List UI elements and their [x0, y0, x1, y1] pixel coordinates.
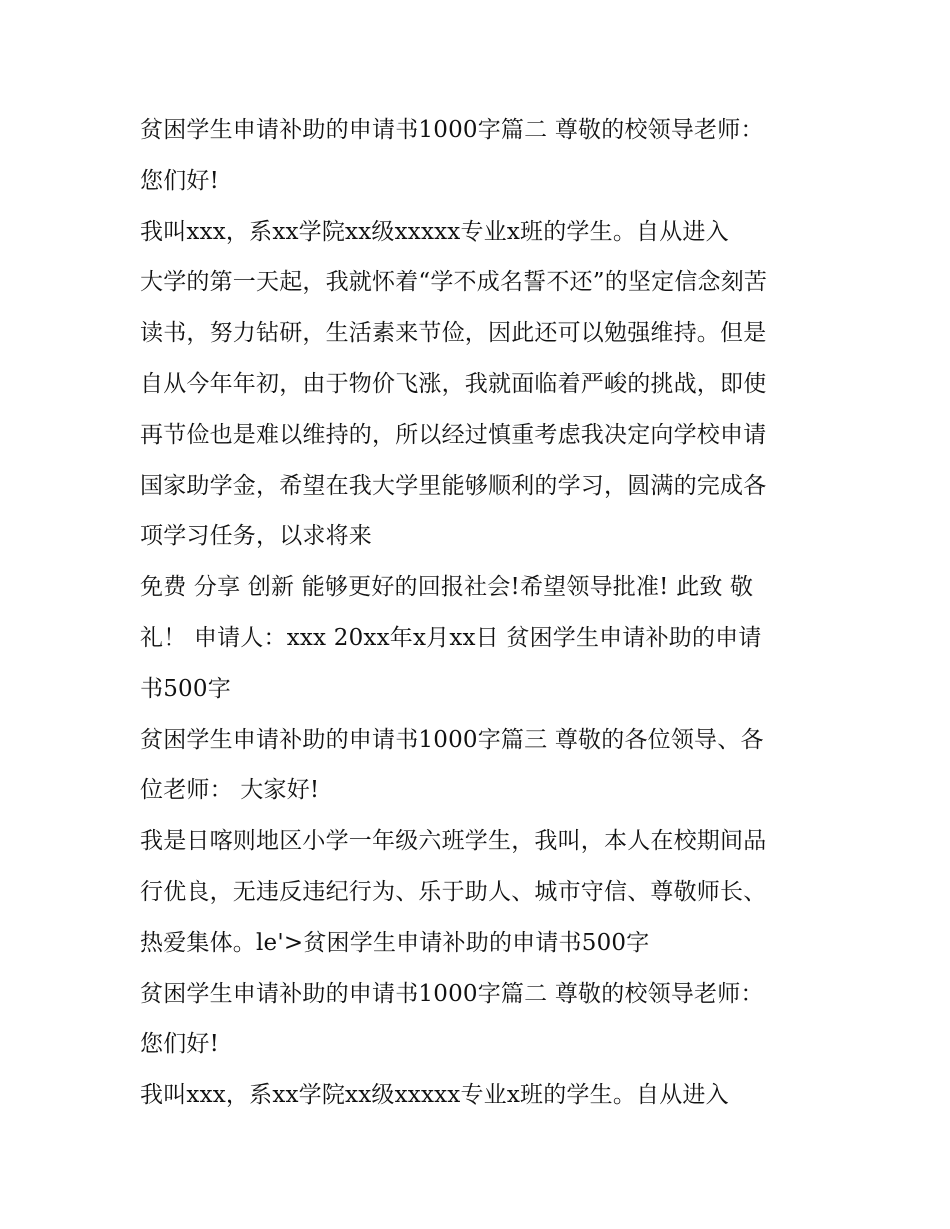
text-line: 读书，努力钻研，生活素来节俭，因此还可以勉强维持。但是: [140, 320, 767, 347]
text-line: 贫困学生申请补助的申请书1000字篇三 尊敬的各位领导、各: [140, 726, 764, 753]
text-line: 书500字: [140, 675, 231, 702]
text-line: 您们好!: [140, 167, 220, 194]
text-line: 我叫xxx，系xx学院xx级xxxxx专业x班的学生。自从进入: [140, 1082, 729, 1109]
text-line: 自从今年年初，由于物价飞涨，我就面临着严峻的挑战，即使: [140, 370, 767, 397]
text-line: 免费 分享 创新 能够更好的回报社会!希望领导批准! 此致 敬: [140, 574, 754, 601]
text-line: 热爱集体。le'>贫困学生申请补助的申请书500字: [140, 929, 650, 956]
text-line: 我是日喀则地区小学一年级六班学生，我叫，本人在校期间品: [140, 828, 767, 855]
text-line: 您们好!: [140, 1031, 220, 1058]
text-line: 我叫xxx，系xx学院xx级xxxxx专业x班的学生。自从进入: [140, 218, 729, 245]
text-line: 再节俭也是难以维持的，所以经过慎重考虑我决定向学校申请: [140, 421, 767, 448]
document-body: [140, 105, 820, 1121]
text-line: 礼！ 申请人：xxx 20xx年x月xx日 贫困学生申请补助的申请: [140, 624, 762, 651]
text-line: 项学习任务，以求将来: [140, 523, 372, 550]
text-line: 大学的第一天起，我就怀着“学不成名誓不还”的坚定信念刻苦: [140, 269, 768, 296]
text-line: 国家助学金，希望在我大学里能够顺利的学习，圆满的完成各: [140, 472, 767, 499]
text-line: 行优良，无违反违纪行为、乐于助人、城市守信、尊敬师长、: [140, 878, 767, 905]
text-line: 贫困学生申请补助的申请书1000字篇二 尊敬的校领导老师：: [140, 980, 764, 1007]
text-line: 位老师： 大家好!: [140, 777, 320, 804]
text-line: 贫困学生申请补助的申请书1000字篇二 尊敬的校领导老师：: [140, 117, 764, 143]
